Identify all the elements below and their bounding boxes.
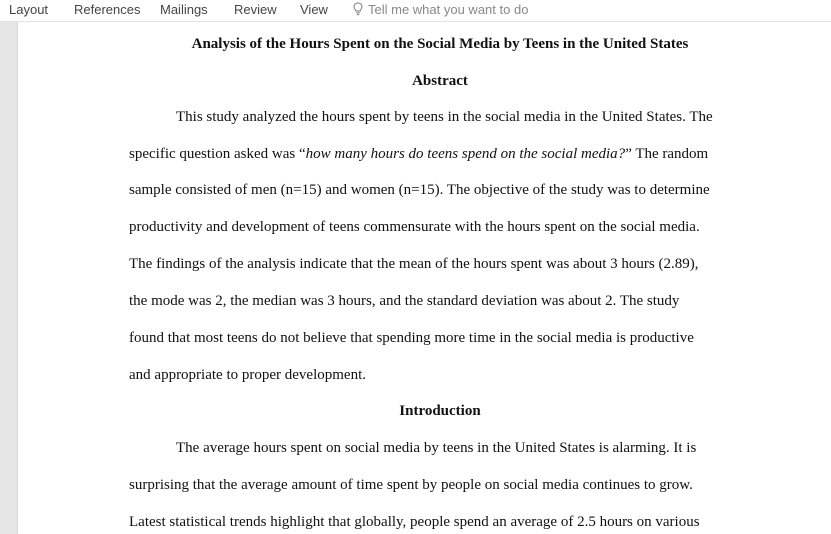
abstract-line-2 bbox=[129, 145, 708, 163]
intro-line-2: surprising that the average amount of time spent by people on social media continues to grow. bbox=[129, 477, 693, 493]
tab-references[interactable]: References bbox=[74, 2, 141, 17]
introduction-heading: Introduction bbox=[399, 403, 481, 419]
abstract-line-8: and appropriate to proper development. bbox=[129, 367, 366, 383]
tab-review[interactable]: Review bbox=[234, 2, 277, 17]
intro-line-1: The average hours spent on social media by teens in the United States is alarming. It is bbox=[176, 440, 697, 456]
abstract-line-2-lead: specific question asked was bbox=[129, 146, 299, 162]
intro-line-3: Latest statistical trends highlight that globally, people spend an average of 2.5 hours on various bbox=[129, 514, 700, 530]
document-page[interactable] bbox=[17, 22, 831, 534]
abstract-line-1: This study analyzed the hours spent by teens in the social media in the United States. The bbox=[176, 109, 713, 125]
ribbon-tab-bar bbox=[0, 0, 831, 22]
document-canvas[interactable] bbox=[0, 22, 831, 534]
lightbulb-icon bbox=[353, 2, 363, 16]
abstract-line-4: productivity and development of teens commensurate with the hours spent on the social media. bbox=[129, 219, 700, 235]
document-title: Analysis of the Hours Spent on the Social Media by Teens in the United States bbox=[191, 36, 689, 52]
abstract-line-7: found that most teens do not believe that spending more time in the social media is productive bbox=[129, 330, 694, 346]
tell-me-placeholder: Tell me what you want to do bbox=[368, 2, 529, 17]
abstract-line-2-tail: ” The random bbox=[625, 146, 709, 162]
abstract-heading: Abstract bbox=[412, 73, 468, 89]
tab-view[interactable]: View bbox=[300, 2, 328, 17]
abstract-line-5: The findings of the analysis indicate that the mean of the hours spent was about 3 hours (2.89), bbox=[129, 256, 699, 272]
research-question: how many hours do teens spend on the social media? bbox=[305, 146, 626, 162]
tab-mailings[interactable]: Mailings bbox=[160, 2, 208, 17]
tell-me-search[interactable] bbox=[353, 2, 528, 17]
abstract-line-6: the mode was 2, the median was 3 hours, and the standard deviation was about 2. The study bbox=[129, 293, 680, 309]
abstract-line-3: sample consisted of men (n=15) and women (n=15). The objective of the study was to determine bbox=[129, 182, 710, 198]
open-quote: “ bbox=[298, 146, 306, 162]
tab-layout[interactable]: Layout bbox=[9, 2, 49, 17]
